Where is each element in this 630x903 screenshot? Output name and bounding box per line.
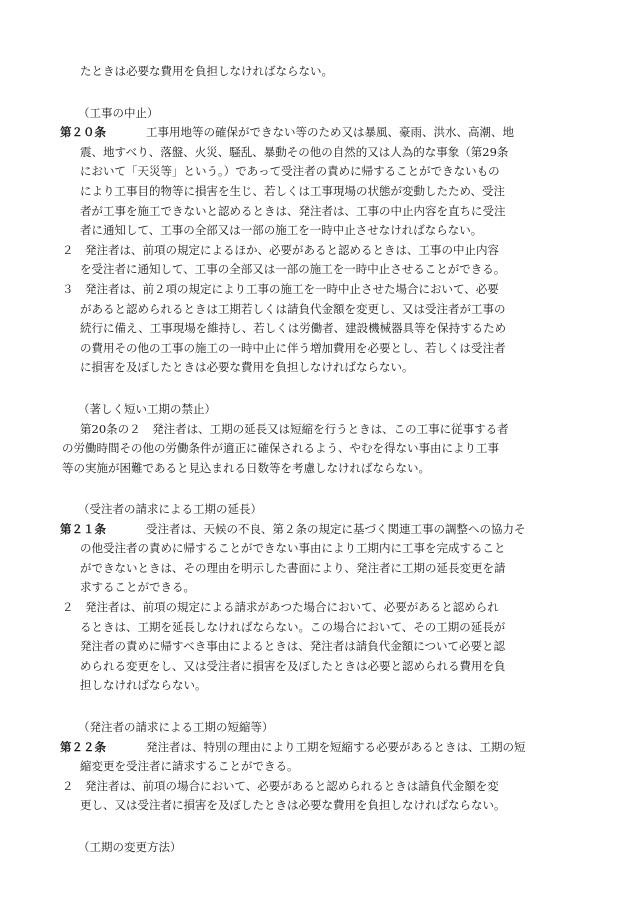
text-line: められる変更をし、又は受注者に損害を及ぼしたときは必要と認められる費用を負 [80,659,506,673]
text-line: を受注者に通知して、工事の全部又は一部の施工を一時中止させることができる。 [80,262,506,276]
text-line: の他受注者の責めに帰することができない事由により工期内に工事を完成すること [80,541,506,555]
text-line: 更し、又は受注者に損害を及ぼしたときは必要な費用を負担しなければならない。 [80,798,506,812]
text-line: 縮変更を受注者に請求することができる。 [80,759,299,773]
text-line: の費用その他の工事の施工の一時中止に伴う増加費用を必要とし、若しくは受注者 [80,341,506,355]
text-line: 震、地すべり、落盤、火災、騒乱、暴動その他の自然的又は人為的な事象（第29条 [80,145,509,159]
text-line: 者に通知して、工事の全部又は一部の施工を一時中止させなければならない。 [80,223,483,237]
paragraph-start: ２ 発注者は、前項の規定によるほか、必要があると認めるときは、工事の中止内容 [62,243,499,257]
text-line: 担しなければならない。 [80,678,207,692]
section-heading: （受注者の請求による工期の延長） [78,502,262,516]
article-number: 第２０条 [60,125,106,139]
text-line: により工事目的物等に損害を生じ、若しくは工事現場の状態が変動したため、受注 [80,184,506,198]
text-line: ができないときは、その理由を明示した書面により、発注者に工期の延長変更を請 [80,561,506,575]
section-heading: （工事の中止） [78,106,159,120]
article-number: 第２１条 [60,522,106,536]
text-line: るときは、工期を延長しなければならない。この場合において、その工期の延長が [80,620,506,634]
text-line: たときは必要な費用を負担しなければならない。 [80,64,333,78]
text-line: 工事用地等の確保ができない等のため又は暴風、豪雨、洪水、高潮、地 [146,125,514,139]
text-line: において「天災等」という。）であって受注者の責めに帰することができないもの [80,164,500,178]
text-line: 発注者の責めに帰すべき事由によるときは、発注者は請負代金額について必要と認 [80,639,506,653]
text-line: 者が工事を施工できないと認めるときは、発注者は、工事の中止内容を直ちに受注 [80,204,506,218]
text-line: 続行に備え、工事現場を維持し、若しくは労働者、建設機械器具等を保持するため [80,321,507,335]
section-heading: （工期の変更方法） [78,840,182,854]
paragraph-start: ２ 発注者は、前項の規定による請求があつた場合において、必要があると認められ [62,600,499,614]
section-heading: （発注者の請求による工期の短縮等） [78,720,274,734]
text-line: 等の実施が困難であると見込まれる日数等を考慮しなければならない。 [62,461,430,475]
paragraph-start: 第20条の２ 発注者は、工期の延長又は短縮を行うときは、この工事に従事する者 [80,422,509,436]
text-line: の労働時間その他の労働条件が適正に確保されるよう、やむを得ない事由により工事 [62,441,499,455]
section-heading: （著しく短い工期の禁止） [78,402,216,416]
text-line: 発注者は、特別の理由により工期を短縮する必要があるときは、工期の短 [146,740,526,754]
text-line: 受注者は、天候の不良、第２条の規定に基づく関連工事の調整への協力そ [146,522,526,536]
text-line: に損害を及ぼしたときは必要な費用を負担しなければならない。 [80,360,414,374]
paragraph-start: ２ 発注者は、前項の場合において、必要があると認められるときは請負代金額を変 [62,779,499,793]
paragraph-start: ３ 発注者は、前２項の規定により工事の施工を一時中止させた場合において、必要 [62,282,499,296]
article-number: 第２２条 [60,740,106,754]
text-line: 求することができる。 [80,580,195,594]
text-line: があると認められるときは工期若しくは請負代金額を変更し、又は受注者が工事の [80,302,506,316]
